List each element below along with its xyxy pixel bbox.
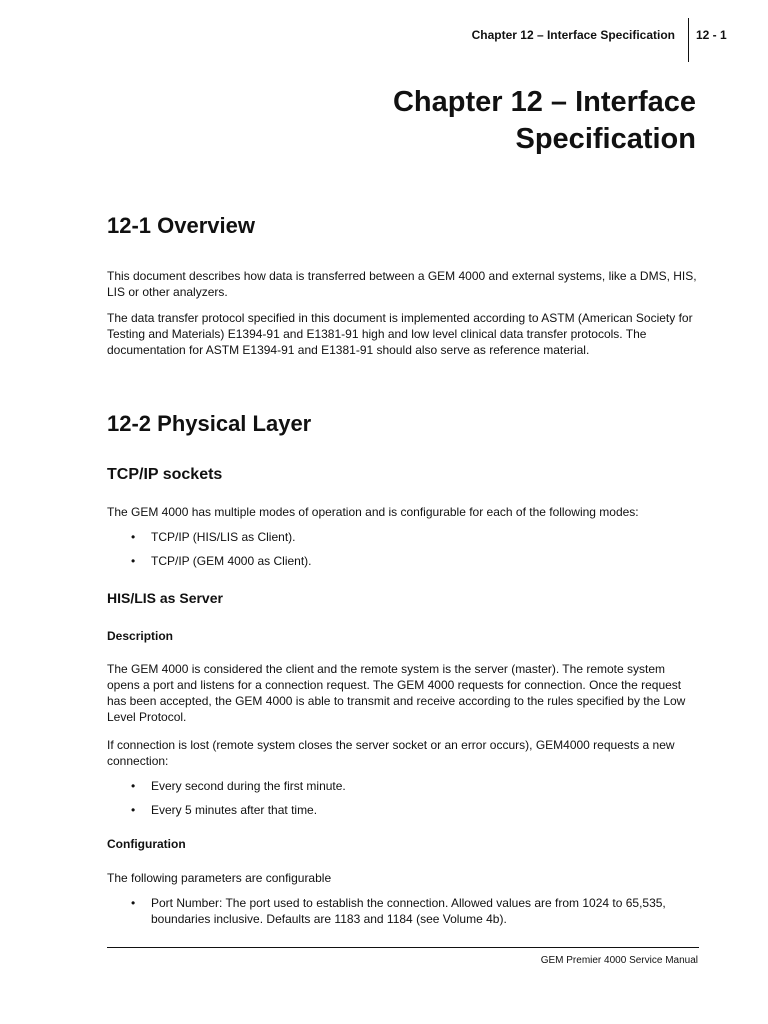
header-page-number: 12 - 1: [696, 28, 727, 42]
list-item: [107, 553, 699, 569]
list-item: [107, 529, 699, 545]
footer-divider: [107, 947, 699, 948]
list-item-text: TCP/IP (HIS/LIS as Client).: [151, 530, 296, 544]
list-item: [107, 895, 699, 927]
bullet-glyph: •: [131, 896, 136, 910]
description-paragraph-1: The GEM 4000 is considered the client and the remote system is the server (master). The remote system opens a port and listens for a connection request. The GEM 4000 requests for connection. Once the request has been accepted, the GEM 4000 is able to transmit and receive according to the rules specified by the Low Level Protocol.: [107, 662, 686, 724]
list-item-text: TCP/IP (GEM 4000 as Client).: [151, 554, 312, 568]
header-chapter-title: Chapter 12 – Interface Specification: [471, 28, 675, 42]
description-paragraph-2: If connection is lost (remote system closes the server socket or an error occurs), GEM4000 requests a new connection:: [107, 738, 675, 768]
section-heading-physical-layer: 12-2 Physical Layer: [107, 411, 312, 436]
overview-paragraph-2: The data transfer protocol specified in this document is implemented according to ASTM (American Society for Testing and Materials) E1394-91 and E1381-91 high and low level clinical data transfer protocols. The documentation for ASTM E1394-91 and E1381-91 should also serve as reference material.: [107, 311, 693, 357]
chapter-title: Chapter 12 – Interface Specification: [392, 86, 696, 155]
bullet-glyph: •: [131, 803, 136, 817]
list-item: [107, 802, 699, 818]
subsection-heading-tcpip: TCP/IP sockets: [107, 466, 223, 483]
list-item: [107, 778, 699, 794]
bullet-glyph: •: [131, 779, 136, 793]
subsection-heading-his-lis-server: HIS/LIS as Server: [107, 590, 223, 606]
footer-manual-title: GEM Premier 4000 Service Manual: [540, 955, 698, 966]
section-heading-overview: 12-1 Overview: [107, 213, 255, 238]
list-item-text: Every 5 minutes after that time.: [151, 803, 318, 817]
header-divider: [688, 18, 689, 62]
bullet-glyph: •: [131, 554, 136, 568]
heading-configuration: Configuration: [107, 837, 186, 851]
tcpip-mode-list: [107, 529, 699, 577]
heading-description: Description: [107, 629, 174, 643]
bullet-glyph: •: [131, 530, 136, 544]
configuration-list: [107, 895, 699, 935]
list-item-text: Every second during the first minute.: [151, 779, 346, 793]
configuration-intro: The following parameters are configurable: [107, 871, 332, 885]
overview-paragraph-1: This document describes how data is transferred between a GEM 4000 and external systems, like a DMS, HIS, LIS or other analyzers.: [107, 269, 697, 299]
tcpip-intro: The GEM 4000 has multiple modes of operation and is configurable for each of the following modes:: [107, 505, 639, 519]
reconnect-list: [107, 778, 699, 826]
list-item-text: Port Number: The port used to establish the connection. Allowed values are from 1024 to 65,535, boundaries inclusive. Defaults are 1183 and 1184 (see Volume 4b).: [151, 896, 666, 926]
